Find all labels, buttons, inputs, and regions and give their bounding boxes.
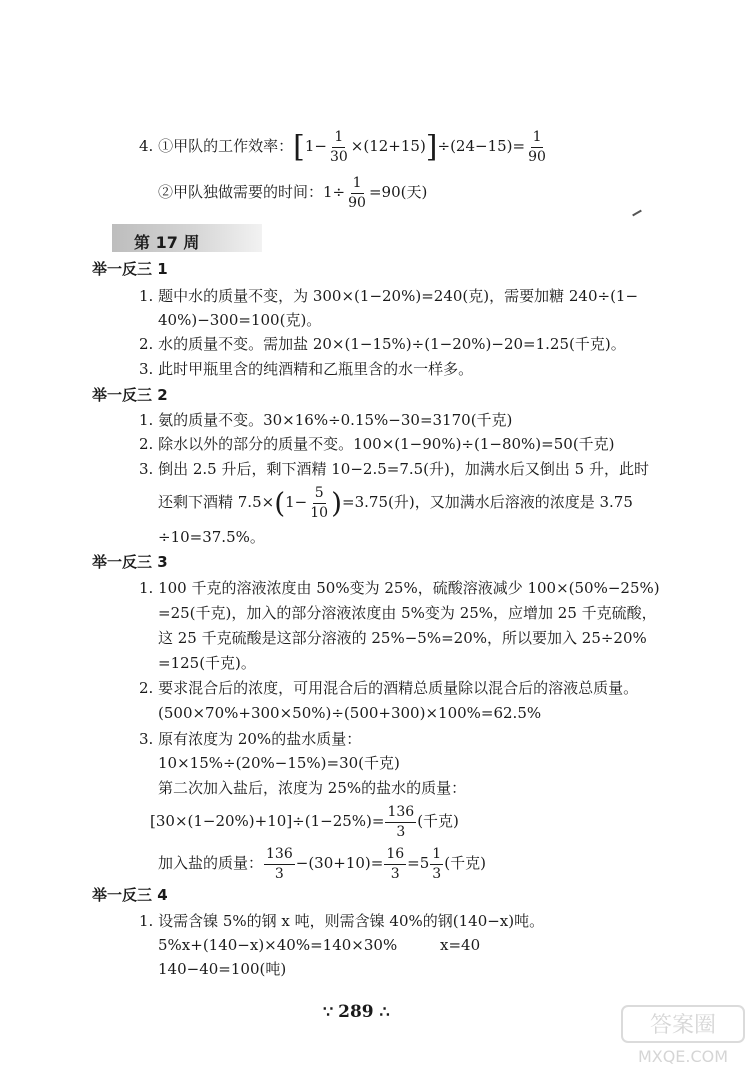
page-number-text: 289 — [338, 1002, 374, 1022]
left-paren: ( — [274, 486, 286, 520]
section-title-1: 举一反三 1 — [92, 260, 168, 278]
week-heading-banner — [112, 224, 262, 252]
svg-text:MXQE.COM: MXQE.COM — [637, 1047, 729, 1066]
s3-line-10 — [150, 805, 459, 839]
s3-line10-start: [30×(1−20%)+10]÷(1−25%)= — [150, 812, 385, 831]
q4-line-1 — [139, 130, 549, 164]
s3-line10-end: (千克) — [417, 812, 459, 831]
s1-line-3: 2. 水的质量不变。需加盐 20×(1−15%)÷(1−20%)−20=1.25(千克)。 — [139, 335, 626, 353]
section-title-2: 举一反三 2 — [92, 386, 168, 404]
s3-line-7: 3. 原有浓度为 20%的盐水质量： — [139, 730, 362, 748]
stray-mark — [632, 210, 642, 217]
s4-line-3: 140−40=100(吨) — [158, 960, 287, 978]
s3-line11-equals: =5 — [407, 854, 430, 873]
s4-line-1: 1. 设需含镍 5%的钢 x 吨，则需含镍 40%的钢(140−x)吨。 — [139, 912, 545, 930]
q4-line2-result: =90(天) — [368, 183, 428, 202]
q4-line1-label: ①甲队的工作效率： — [158, 137, 294, 156]
s4-line-2-solution: x=40 — [440, 936, 481, 954]
s3-line11-label: 加入盐的质量： — [158, 854, 264, 873]
s3-line-11 — [158, 847, 486, 881]
s1-line-1: 1. 题中水的质量不变，为 300×(1−20%)=240(克)，需要加糖 240÷(1− — [139, 287, 639, 305]
s2-line4-start: 还剩下酒精 7.5× — [158, 493, 275, 512]
right-bracket: ] — [425, 129, 438, 165]
s3-line11-mid: −(30+10)= — [295, 854, 384, 873]
ornament-left: ∵ — [323, 1002, 333, 1021]
s3-line-5: 2. 要求混合后的浓度，可用混合后的酒精总质量除以混合后的溶液总质量。 — [139, 679, 639, 697]
fraction-136-3: $\frac{136}{3}$ — [387, 804, 415, 840]
s1-line-2: 40%)−300=100(克)。 — [158, 311, 322, 329]
watermark-logo — [618, 1000, 748, 1070]
s3-line11-unit: (千克) — [444, 854, 486, 873]
s2-line-5: ÷10=37.5%。 — [158, 528, 265, 546]
section-title-3: 举一反三 3 — [92, 553, 168, 571]
q4-line1-end: ÷(24−15)= — [437, 137, 526, 156]
fraction-5-10: $\frac{5}{10}$ — [310, 485, 329, 521]
s2-line4-end: =3.75(升)，又加满水后溶液的浓度是 3.75 — [342, 493, 633, 512]
s3-line-3: 这 25 千克硫酸是这部分溶液的 25%−5%=20%，所以要加入 25÷20% — [158, 629, 647, 647]
right-paren: ) — [331, 486, 343, 520]
s2-line-4 — [158, 486, 633, 520]
week-heading: 第 17 周 — [134, 233, 200, 252]
s3-line-8: 10×15%÷(20%−15%)=30(千克) — [158, 754, 400, 772]
s3-line-9: 第二次加入盐后，浓度为 25%的盐水的质量： — [158, 779, 467, 797]
q4-line1-mid: ×(12+15) — [350, 137, 426, 156]
s1-line-4: 3. 此时甲瓶里含的纯酒精和乙瓶里含的水一样多。 — [139, 360, 474, 378]
s2-line-2: 2. 除水以外的部分的质量不变。100×(1−90%)÷(1−80%)=50(千克) — [139, 435, 615, 453]
ornament-right: ∴ — [379, 1002, 389, 1021]
fraction-1-30: $\frac{1}{30}$ — [329, 129, 348, 165]
q4-number: 4. — [139, 137, 154, 156]
section-title-4: 举一反三 4 — [92, 886, 168, 904]
fraction-1-90-b: $\frac{1}{90}$ — [348, 175, 366, 211]
s2-one-minus: 1− — [285, 493, 308, 512]
s3-line-6: (500×70%+300×50%)÷(500+300)×100%=62.5% — [158, 704, 542, 722]
page-number — [323, 1002, 389, 1022]
q4-line2-text: ②甲队独做需要的时间：1÷ — [158, 183, 346, 202]
s3-line-1: 1. 100 千克的溶液浓度由 50%变为 25%，硫酸溶液减少 100×(50%−25%) — [139, 579, 660, 597]
q4-one-minus: 1− — [304, 137, 327, 156]
svg-text:答案圈: 答案圈 — [649, 1013, 717, 1038]
s4-line-2: 5%x+(140−x)×40%=140×30% — [158, 936, 398, 954]
fraction-1-3: $\frac{1}{3}$ — [432, 846, 442, 882]
q4-line-2 — [158, 176, 427, 210]
fraction-1-90: $\frac{1}{90}$ — [528, 129, 546, 165]
s2-line-3: 3. 倒出 2.5 升后，剩下酒精 10−2.5=7.5(升)，加满水后又倒出 5 升，此时 — [139, 460, 649, 478]
left-bracket: [ — [293, 129, 305, 165]
fraction-136-3-b: $\frac{136}{3}$ — [266, 846, 293, 882]
s3-line-4: =125(千克)。 — [158, 654, 256, 672]
s2-line-1: 1. 氨的质量不变。30×16%÷0.15%−30=3170(千克) — [139, 411, 513, 429]
s3-line-2: =25(千克)，加入的部分溶液浓度由 5%变为 25%，应增加 25 千克硫酸， — [158, 604, 657, 622]
fraction-16-3: $\frac{16}{3}$ — [386, 846, 405, 882]
